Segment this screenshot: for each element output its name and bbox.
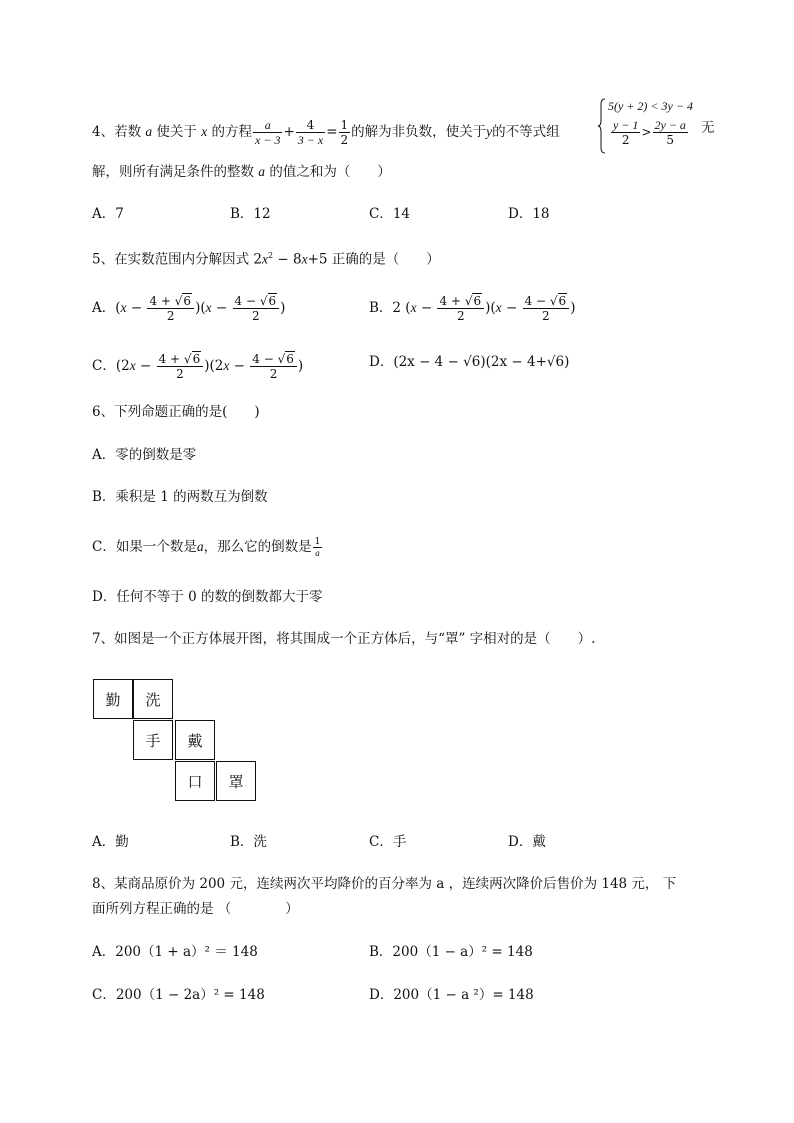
q5-option-c: C．(2x − $\frac{4 + √6}{2}$ )(2x − $\frac{4 - √6}{2}$ )	[92, 352, 304, 381]
cube-net-cell: 手	[133, 720, 173, 760]
q4-option-b: B．12	[230, 206, 271, 222]
q4-fraction: $\frac{1}{2}$	[340, 118, 349, 147]
q5-option-d: D．(2x − 4 − √6)(2x − 4+√6)	[369, 354, 570, 370]
q5-var: x	[301, 251, 308, 267]
q4-line1	[92, 118, 560, 147]
cube-net-cell: 罩	[216, 761, 256, 801]
q4-line1-end: 无	[701, 120, 715, 136]
q4-sys-fraction: $\frac{y - 1}{2}$	[613, 118, 639, 147]
q4-text: 的值之和为（ ）	[265, 164, 391, 180]
q8-option-c: C．200（1 − 2a）² = 148	[92, 987, 265, 1003]
q7-stem: 7、如图是一个正方体展开图，将其围成一个正方体后，与“罩” 字相对的是（ ）.	[92, 631, 596, 647]
q4-fraction: $\frac{a}{x - 3}$	[255, 118, 281, 147]
q6-stem: 6、下列命题正确的是( )	[92, 404, 260, 420]
q4-sys-operator: >	[641, 125, 652, 139]
cube-net-cell: 勤	[93, 679, 133, 719]
q6-option-a: A．零的倒数是零	[92, 447, 197, 463]
q5-option-a: A．(x − $\frac{4 + √6}{2}$ )(x − $\frac{4 - √6}{2}$ )	[92, 294, 286, 323]
q5-stem	[92, 246, 440, 270]
q4-option-a: A．7	[92, 206, 124, 222]
q4-line2	[92, 162, 391, 182]
q6-option-c: C．如果一个数是a，那么它的倒数是 $\frac{1}{a}$	[92, 537, 321, 558]
q7-option-d: D．戴	[508, 834, 546, 850]
q4-var: a	[258, 164, 266, 179]
q8-option-a: A．200（1 + a）² ＝ 148	[92, 944, 258, 960]
q8-stem-line1: 8、某商品原价为 200 元，连续两次平均降价的百分率为 a ，连续两次降价后售价为 148 元， 下	[92, 876, 677, 892]
q4-option-d: D．18	[508, 206, 550, 222]
cube-net-cell: 洗	[133, 679, 173, 719]
q4-inequality-system	[598, 98, 708, 158]
q4-fraction: $\frac{4}{3 - x}$	[297, 118, 324, 147]
q8-option-d: D．200（1 − a ²）= 148	[369, 987, 534, 1003]
q4-sys-line1: 5(y + 2) < 3y − 4	[608, 99, 693, 113]
q4-operator: +	[283, 124, 295, 140]
q4-sys-line2	[610, 118, 689, 147]
q4-text: 的方程	[207, 124, 253, 140]
q4-text: 解，则所有满足条件的整数	[92, 164, 259, 180]
q5-text: 5、在实数范围内分解因式 2	[92, 251, 262, 268]
q4-option-c: C．14	[369, 206, 411, 222]
q8-option-b: B．200（1 − a）² = 148	[369, 944, 533, 960]
cube-net-cell: 戴	[175, 720, 215, 760]
brace-icon	[598, 98, 606, 154]
q4-operator: =	[326, 124, 338, 140]
q5-sup: 2	[267, 251, 274, 260]
q4-text: 使关于	[152, 124, 202, 140]
q4-text: 4、若数	[92, 124, 146, 140]
q7-option-b: B．洗	[230, 834, 267, 850]
q4-sys-fraction: $\frac{2y - a}{5}$	[654, 118, 686, 147]
q4-var: x	[201, 124, 208, 139]
q6-option-b: B．乘积是 1 的两数互为倒数	[92, 489, 268, 505]
q4-var: a	[145, 124, 153, 139]
q5-text: − 8	[273, 251, 302, 268]
q4-var: y	[486, 124, 493, 139]
q8-stem-line2: 面所列方程正确的是 （ ）	[92, 901, 299, 917]
q6-option-d: D．任何不等于 0 的数的倒数都大于零	[92, 589, 323, 605]
q5-text: +5 正确的是（ ）	[307, 251, 440, 268]
q5-var: x	[261, 251, 268, 267]
q4-text: 的解为非负数，使关于	[351, 124, 487, 140]
cube-net-cell: 口	[175, 761, 215, 801]
q5-option-b: B．2 (x − $\frac{4 + √6}{2}$ )(x − $\frac{4 - √6}{2}$ )	[369, 294, 576, 323]
q7-option-c: C．手	[369, 834, 407, 850]
q4-text: 的不等式组	[492, 124, 560, 140]
q7-option-a: A．勤	[92, 834, 129, 850]
